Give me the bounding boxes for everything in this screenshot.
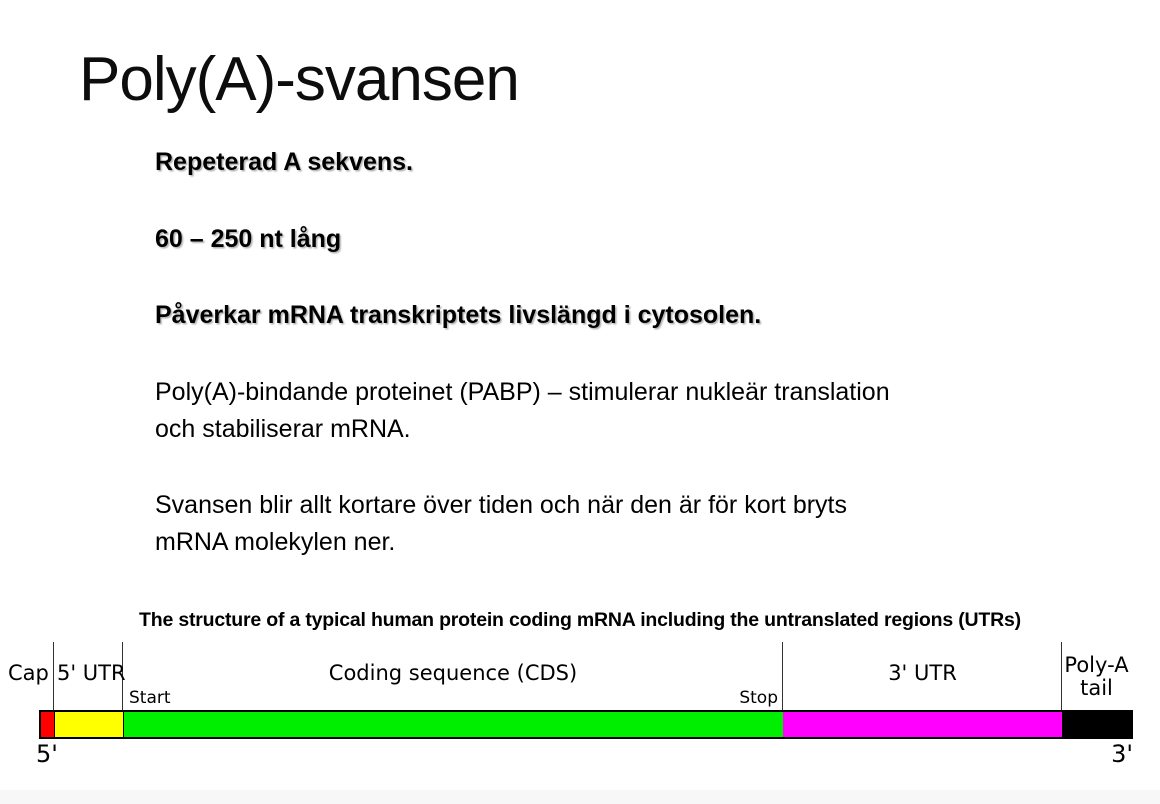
label-3utr: 3' UTR: [888, 661, 957, 685]
label-cap: Cap: [8, 661, 49, 685]
label-5utr: 5' UTR: [57, 661, 126, 685]
page-title: Poly(A)-svansen: [79, 45, 519, 114]
paragraph-repeterad: [155, 144, 413, 181]
segment-polya-tail: [1062, 712, 1131, 737]
paragraph-paverkar: [155, 297, 761, 334]
label-5-prime-end: 5': [36, 740, 58, 768]
paragraph-line: mRNA molekylen ner.: [155, 528, 396, 556]
mrna-structure-bar: [39, 710, 1133, 739]
label-start: Start: [129, 688, 171, 708]
paragraph-line: Poly(A)-bindande proteinet (PABP) – stimulerar nukleär translation: [155, 378, 890, 406]
segment-cds: [124, 712, 783, 737]
paragraph-svansen: [155, 487, 847, 561]
label-polya-line2: tail: [1080, 676, 1113, 700]
paragraph-pabp: [155, 374, 890, 448]
divider-cap-5utr: [53, 642, 54, 710]
paragraph-line: Svansen blir allt kortare över tiden och när den är för kort bryts: [155, 491, 847, 519]
paragraph-length: [155, 221, 341, 258]
segment-3utr: [783, 712, 1062, 737]
label-polya-line1: Poly-A: [1064, 653, 1129, 677]
segment-5utr: [55, 712, 124, 737]
paragraph-line: 60 – 250 nt lång: [155, 225, 342, 253]
paragraph-line: Påverkar mRNA transkriptets livslängd i cytosolen.: [155, 301, 762, 329]
segment-cap: [41, 712, 55, 737]
paragraph-line: Repeterad A sekvens.: [155, 148, 413, 176]
diagram-title: The structure of a typical human protein coding mRNA including the untranslated regions (UTRs): [139, 609, 1021, 631]
label-stop: Stop: [739, 688, 778, 708]
bottom-strip: [0, 790, 1160, 804]
label-cds: Coding sequence (CDS): [328, 661, 578, 685]
label-polya-tail: [1060, 654, 1133, 700]
paragraph-line: och stabiliserar mRNA.: [155, 415, 411, 443]
label-3-prime-end: 3': [1111, 740, 1133, 768]
